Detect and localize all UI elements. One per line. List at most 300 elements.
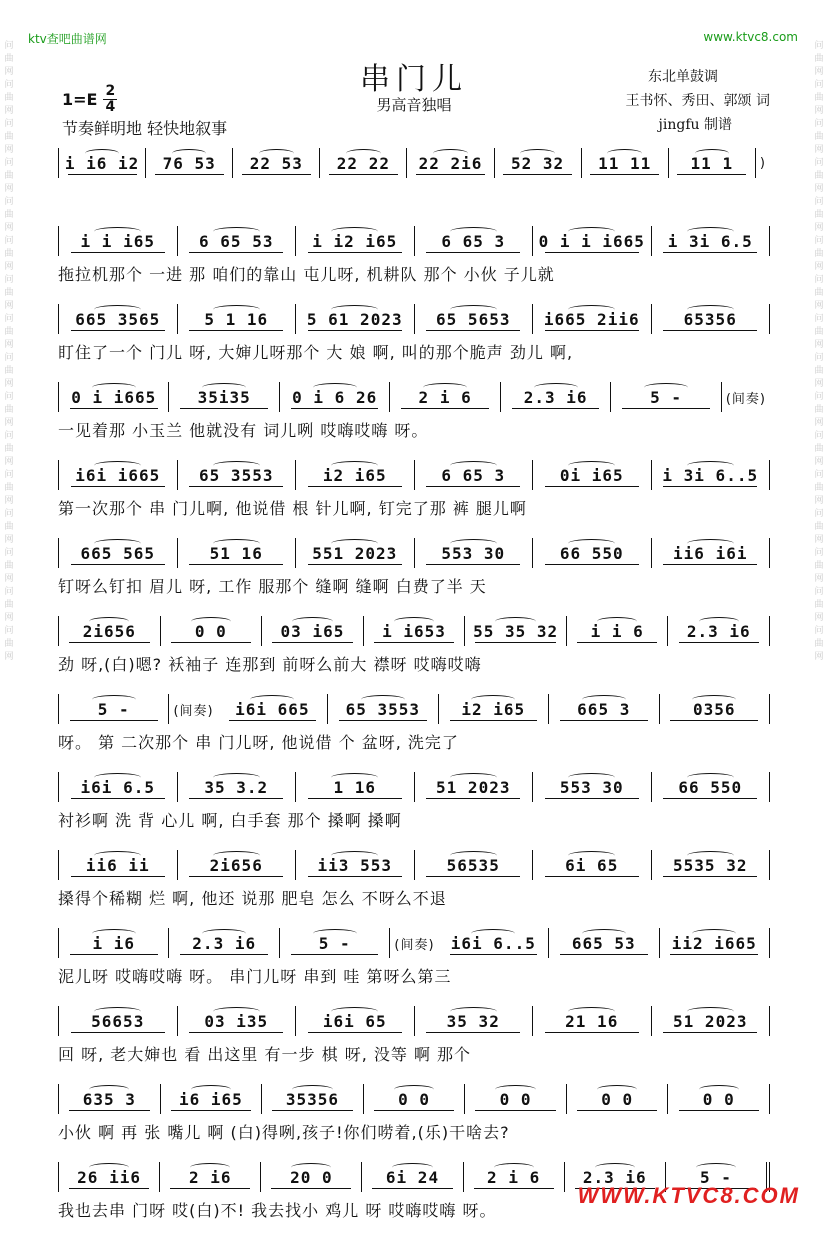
beam-line (372, 1188, 452, 1189)
slur-mark (213, 1007, 260, 1016)
slur-mark (89, 1085, 129, 1094)
measure-notes: 35i35 (197, 387, 251, 407)
beam-line (577, 1110, 657, 1111)
slur-mark (687, 305, 734, 314)
measure-notes: 51 2023 (673, 1011, 748, 1031)
measure (296, 850, 415, 880)
measure (296, 1006, 415, 1036)
slur-mark (331, 1007, 378, 1016)
slur-mark (172, 149, 206, 158)
beam-line (663, 252, 757, 253)
measure-notes: 66 550 (559, 543, 624, 563)
measure (296, 772, 415, 802)
beam-line (426, 1032, 520, 1033)
beam-line (663, 876, 757, 877)
slur-mark (190, 1163, 230, 1172)
beam-line (308, 1032, 402, 1033)
slur-mark (92, 929, 136, 938)
slur-mark (699, 1085, 739, 1094)
measure (652, 304, 771, 334)
beam-line (155, 174, 224, 175)
slur-mark (450, 461, 497, 470)
measure (465, 616, 567, 646)
beam-line (189, 486, 283, 487)
notation-row (58, 848, 770, 880)
notation-row (58, 380, 770, 412)
beam-line (180, 408, 268, 409)
measure-notes: i i6 i2 (64, 153, 140, 173)
beam-line (622, 408, 710, 409)
beam-line (426, 876, 520, 877)
measure (407, 148, 494, 178)
slur-mark (471, 695, 515, 704)
measure (415, 538, 534, 568)
notation-row (58, 458, 770, 490)
slur-mark (644, 383, 688, 392)
measure (58, 616, 161, 646)
beam-line (71, 1032, 165, 1033)
beam-line (670, 954, 758, 955)
interlude-label: (间奏) (394, 937, 435, 953)
beam-line (171, 1110, 251, 1111)
slur-mark (495, 1085, 535, 1094)
slur-mark (213, 227, 260, 236)
slur-mark (292, 1085, 332, 1094)
measure-notes: 0 0 (398, 1089, 430, 1109)
measure (169, 928, 279, 958)
measure (652, 460, 771, 490)
measure-notes: 51 16 (209, 543, 263, 563)
measure (660, 694, 770, 724)
measure-notes: 5 61 2023 (306, 309, 403, 329)
measure-notes: 65 3553 (199, 465, 274, 485)
beam-line (663, 564, 757, 565)
measure-notes: 0356 (692, 699, 736, 719)
lyricists-label: 王书怀、秀田、郭颂 词 (625, 93, 770, 109)
notation-row (58, 692, 770, 724)
measure (390, 382, 500, 412)
beam-line (291, 408, 379, 409)
lyric-line: 我也去串 门呀 哎(白)不! 我去找小 鸡儿 呀 哎嗨哎嗨 呀。 (58, 1201, 497, 1220)
measure (549, 694, 659, 724)
lyric-line: 一见着那 小玉兰 他就没有 词儿咧 哎嗨哎嗨 呀。 (58, 421, 429, 440)
measure (169, 382, 279, 412)
beam-line (679, 1110, 759, 1111)
beam-line (189, 1032, 283, 1033)
slur-mark (213, 461, 260, 470)
slur-mark (346, 149, 380, 158)
measure-notes: 21 16 (565, 1011, 619, 1031)
beam-line (679, 642, 759, 643)
beam-line (474, 1188, 554, 1189)
measure-notes: 551 2023 (312, 543, 398, 563)
footer-watermark: WWW.KTVC8.COM (577, 1183, 800, 1208)
slur-mark (607, 149, 641, 158)
measure-notes: 2 i 6 (418, 387, 472, 407)
measure-notes: 11 11 (598, 153, 652, 173)
measure (58, 694, 169, 724)
site-watermark-right: www.ktvc8.com (703, 30, 798, 44)
slur-mark (94, 461, 141, 470)
beam-line (545, 486, 639, 487)
measure-notes: i i i65 (80, 231, 155, 251)
lyric-line: 盯住了一个 门儿 呀, 大婶儿呀那个 大 娘 啊, 叫的那个脆声 劲儿 啊, (58, 343, 574, 362)
measure (415, 226, 534, 256)
tempo-marking: 节奏鲜明地 轻快地叙事 (62, 119, 228, 138)
measure (549, 928, 659, 958)
slur-mark (450, 305, 497, 314)
beam-line (475, 1110, 555, 1111)
measure (178, 304, 297, 334)
slur-mark (331, 305, 378, 314)
slur-mark (450, 773, 497, 782)
measure-notes: i 3i 6..5 (662, 465, 759, 485)
slur-mark (313, 929, 357, 938)
measure-notes: 6 65 3 (441, 231, 506, 251)
slur-mark (568, 227, 615, 236)
measure (533, 304, 652, 334)
beam-line (663, 798, 757, 799)
measure-notes: 553 30 (559, 777, 624, 797)
notation-row (58, 302, 770, 334)
measure-notes: 35 3.2 (204, 777, 269, 797)
measure-notes: 2.3 i6 (523, 387, 588, 407)
measure-notes: i 3i 6.5 (667, 231, 753, 251)
measure-notes: 26 ii6 (77, 1167, 141, 1187)
measure-notes: i i 6 (590, 621, 644, 641)
lyric-line: 拖拉机那个 一进 那 咱们的靠山 屯儿呀, 机耕队 那个 小伙 子儿就 (58, 265, 555, 284)
slur-mark (250, 695, 294, 704)
measure-notes: 0 i 6 26 (292, 387, 378, 407)
measure-notes: ii3 553 (317, 855, 392, 875)
measure-notes: 66 550 (678, 777, 743, 797)
slur-mark (534, 383, 578, 392)
beam-line (171, 642, 251, 643)
measure-notes: 03 i35 (204, 1011, 269, 1031)
slur-mark (568, 461, 615, 470)
measure (178, 1006, 297, 1036)
measure (178, 538, 297, 568)
measure (533, 850, 652, 880)
slur-mark (692, 929, 736, 938)
beam-line (71, 564, 165, 565)
slur-mark (568, 539, 615, 548)
measure-notes: 65356 (683, 309, 737, 329)
measure (567, 1084, 669, 1114)
measure-notes: 635 3 (82, 1089, 136, 1109)
measure-notes: 56653 (91, 1011, 145, 1031)
slur-mark (259, 149, 293, 158)
notation-row (58, 224, 770, 256)
slur-mark (331, 227, 378, 236)
slur-mark (494, 1163, 534, 1172)
measure (533, 1006, 652, 1036)
beam-line (189, 798, 283, 799)
key-signature (62, 84, 117, 115)
measure (178, 460, 297, 490)
measure-notes: 665 565 (80, 543, 155, 563)
measure (495, 148, 582, 178)
measure-notes: 22 22 (336, 153, 390, 173)
measure-notes: i i2 i65 (312, 231, 398, 251)
beam-line (416, 174, 485, 175)
beam-line (189, 564, 283, 565)
notation-row (58, 1082, 770, 1114)
measure-notes: 2i656 (209, 855, 263, 875)
measure (161, 616, 263, 646)
measure-notes: 0 0 (194, 621, 227, 641)
beam-line (329, 174, 398, 175)
slur-mark (696, 1163, 736, 1172)
measure-notes: 5535 32 (673, 855, 748, 875)
measure-notes: 2 i6 (188, 1167, 232, 1187)
slur-mark (450, 539, 497, 548)
measure (533, 460, 652, 490)
measure-notes: 6i 24 (385, 1167, 440, 1187)
measure-notes: 65 5653 (436, 309, 511, 329)
beam-line (71, 252, 165, 253)
slur-mark (687, 539, 734, 548)
measure (364, 1084, 466, 1114)
song-title: 串门儿 (360, 62, 468, 97)
measure-notes: 20 0 (290, 1167, 333, 1187)
measure (261, 1162, 362, 1192)
slur-mark (85, 149, 119, 158)
measure-notes: ii6 ii (85, 855, 150, 875)
measure-notes: 2.3 i6 (192, 933, 257, 953)
beam-line (374, 642, 454, 643)
slur-mark (687, 461, 734, 470)
measure (415, 772, 534, 802)
measure-notes: 03 i65 (280, 621, 345, 641)
beam-line (670, 720, 758, 721)
measure (652, 1006, 771, 1036)
measure (415, 304, 534, 334)
measure (280, 928, 390, 958)
beam-line (374, 1110, 454, 1111)
beam-line (503, 174, 572, 175)
measure (660, 928, 770, 958)
measure (280, 382, 390, 412)
beam-line (426, 564, 520, 565)
slur-mark (582, 695, 626, 704)
beam-line (426, 252, 520, 253)
beam-line (308, 330, 402, 331)
measure (668, 1084, 770, 1114)
style-label: 东北单鼓调 (648, 69, 718, 85)
beam-line (450, 720, 538, 721)
measure (501, 382, 611, 412)
slur-mark (687, 773, 734, 782)
measure-notes: 2.3 i6 (686, 621, 751, 641)
beam-line (545, 798, 639, 799)
measure-notes: 11 1 (690, 153, 734, 173)
beam-line (401, 408, 489, 409)
beam-line (71, 876, 165, 877)
slur-mark (423, 383, 467, 392)
measure (161, 1084, 263, 1114)
slur-mark (597, 1085, 637, 1094)
measure (652, 538, 771, 568)
beam-line (560, 720, 648, 721)
beam-line (308, 798, 402, 799)
beam-line (475, 642, 555, 643)
measure (58, 772, 178, 802)
measure-notes: i6i 6.5 (80, 777, 155, 797)
slur-mark (213, 851, 260, 860)
measure (58, 304, 178, 334)
measure-notes: i6i 6..5 (450, 933, 536, 953)
measure-notes: 6 65 3 (441, 465, 506, 485)
measure (668, 616, 770, 646)
slur-mark (331, 851, 378, 860)
slur-mark (392, 1163, 432, 1172)
lyric-line (58, 184, 770, 210)
measure-notes: 665 53 (571, 933, 636, 953)
measure (533, 538, 652, 568)
slur-mark (191, 617, 231, 626)
measure-notes: 6 65 53 (199, 231, 274, 251)
side-watermark-right: 问曲网问曲网问曲网问曲网问曲网问曲网问曲网问曲网问曲网问曲网问曲网问曲网问曲网问曲网问曲网问曲网 (814, 41, 824, 662)
measure (58, 850, 178, 880)
slur-mark (687, 1007, 734, 1016)
measure (58, 1162, 160, 1192)
measure-notes: i2 i65 (461, 699, 526, 719)
beam-line (590, 174, 659, 175)
lyric-line: 搡得个稀糊 烂 啊, 他还 说那 肥皂 怎么 不呀么不退 (58, 889, 447, 908)
beam-line (577, 642, 657, 643)
beam-line (308, 252, 402, 253)
slur-mark (202, 383, 246, 392)
beam-line (170, 1188, 250, 1189)
slur-mark (687, 851, 734, 860)
beam-line (69, 1188, 149, 1189)
measure-notes: i2 i65 (322, 465, 387, 485)
measure (567, 616, 669, 646)
measure (533, 772, 652, 802)
slur-mark (292, 617, 332, 626)
beam-line (71, 330, 165, 331)
beam-line (339, 720, 427, 721)
measure (362, 1162, 463, 1192)
measure (178, 850, 297, 880)
slur-mark (687, 227, 734, 236)
measure-notes: i6 i65 (178, 1089, 243, 1109)
slur-mark (450, 1007, 497, 1016)
beam-line (545, 330, 639, 331)
beam-line (426, 486, 520, 487)
lyric-line: 衬衫啊 洗 背 心儿 啊, 白手套 那个 搡啊 搡啊 (58, 811, 402, 830)
slur-mark (450, 227, 497, 236)
slur-mark (394, 1085, 434, 1094)
slur-mark (568, 1007, 615, 1016)
measure (464, 1162, 565, 1192)
beam-line (308, 564, 402, 565)
measure-notes: 0 i i665 (71, 387, 157, 407)
time-signature (103, 84, 117, 115)
measure-notes: 51 2023 (436, 777, 511, 797)
beam-line (663, 486, 757, 487)
measure (296, 460, 415, 490)
beam-line (272, 1110, 352, 1111)
time-denominator: 4 (105, 99, 116, 115)
measure-notes: 0 i i i665 (538, 231, 645, 251)
lyric-line: 小伙 啊 再 张 嘴儿 啊 (白)得咧,孩子!你们唠着,(乐)干啥去? (58, 1123, 510, 1142)
beam-line (426, 330, 520, 331)
measure-notes: 6i 65 (565, 855, 619, 875)
slur-mark (394, 617, 434, 626)
measure (58, 382, 169, 412)
beam-line (69, 642, 149, 643)
beam-line (189, 252, 283, 253)
measure-notes: 5 - (650, 387, 683, 407)
measure-notes: 2 i 6 (487, 1167, 541, 1187)
measure (439, 694, 549, 724)
measure (669, 148, 756, 178)
slur-mark (520, 149, 554, 158)
measure-notes: 0 0 (601, 1089, 634, 1109)
notation-row (58, 926, 770, 958)
beam-line (291, 954, 379, 955)
measure (58, 1084, 161, 1114)
measure (652, 850, 771, 880)
beam-line (70, 954, 158, 955)
slur-mark (191, 1085, 231, 1094)
measure-notes: 5 - (318, 933, 351, 953)
side-watermark-left: 问曲网问曲网问曲网问曲网问曲网问曲网问曲网问曲网问曲网问曲网问曲网问曲网问曲网问曲网问曲网问曲网 (4, 41, 14, 662)
slur-mark (213, 305, 260, 314)
beam-line (189, 330, 283, 331)
measure-notes: 0 0 (702, 1089, 735, 1109)
measure-notes: ii6 i6i (673, 543, 748, 563)
measure-notes: 0 0 (499, 1089, 532, 1109)
measure (533, 226, 652, 256)
arranger-label: jingfu 制谱 (658, 117, 732, 133)
measure (58, 460, 178, 490)
measure-notes: 1 16 (333, 777, 377, 797)
measure (582, 148, 669, 178)
measure (296, 226, 415, 256)
beam-line (560, 954, 648, 955)
slur-mark (94, 227, 141, 236)
measure-notes: 35 32 (446, 1011, 500, 1031)
slur-mark (568, 305, 615, 314)
beam-line (677, 174, 746, 175)
slur-mark (94, 539, 141, 548)
measure-notes: 5 1 16 (204, 309, 269, 329)
lyric-line: 泥儿呀 哎嗨哎嗨 呀。 串门儿呀 串到 哇 第呀么第三 (58, 967, 452, 986)
slur-mark (331, 773, 378, 782)
slur-mark (471, 929, 515, 938)
lyric-line: 第一次那个 串 门儿啊, 他说借 根 针儿啊, 钉完了那 裤 腿儿啊 (58, 499, 527, 518)
slur-mark (291, 1163, 331, 1172)
slur-mark (495, 617, 535, 626)
beam-line (70, 720, 158, 721)
slur-mark (213, 539, 260, 548)
slur-mark (89, 1163, 129, 1172)
beam-line (545, 564, 639, 565)
slur-mark (94, 1007, 141, 1016)
measure (58, 148, 146, 178)
measure (364, 616, 466, 646)
measure-notes: 35356 (285, 1089, 340, 1109)
beam-line (242, 174, 311, 175)
slur-mark (692, 695, 736, 704)
measure (58, 928, 169, 958)
lyric-line: 钉呀么钉扣 眉儿 呀, 工作 服那个 缝啊 缝啊 白费了半 天 (58, 577, 487, 596)
slur-mark (94, 773, 141, 782)
slur-mark (699, 617, 739, 626)
